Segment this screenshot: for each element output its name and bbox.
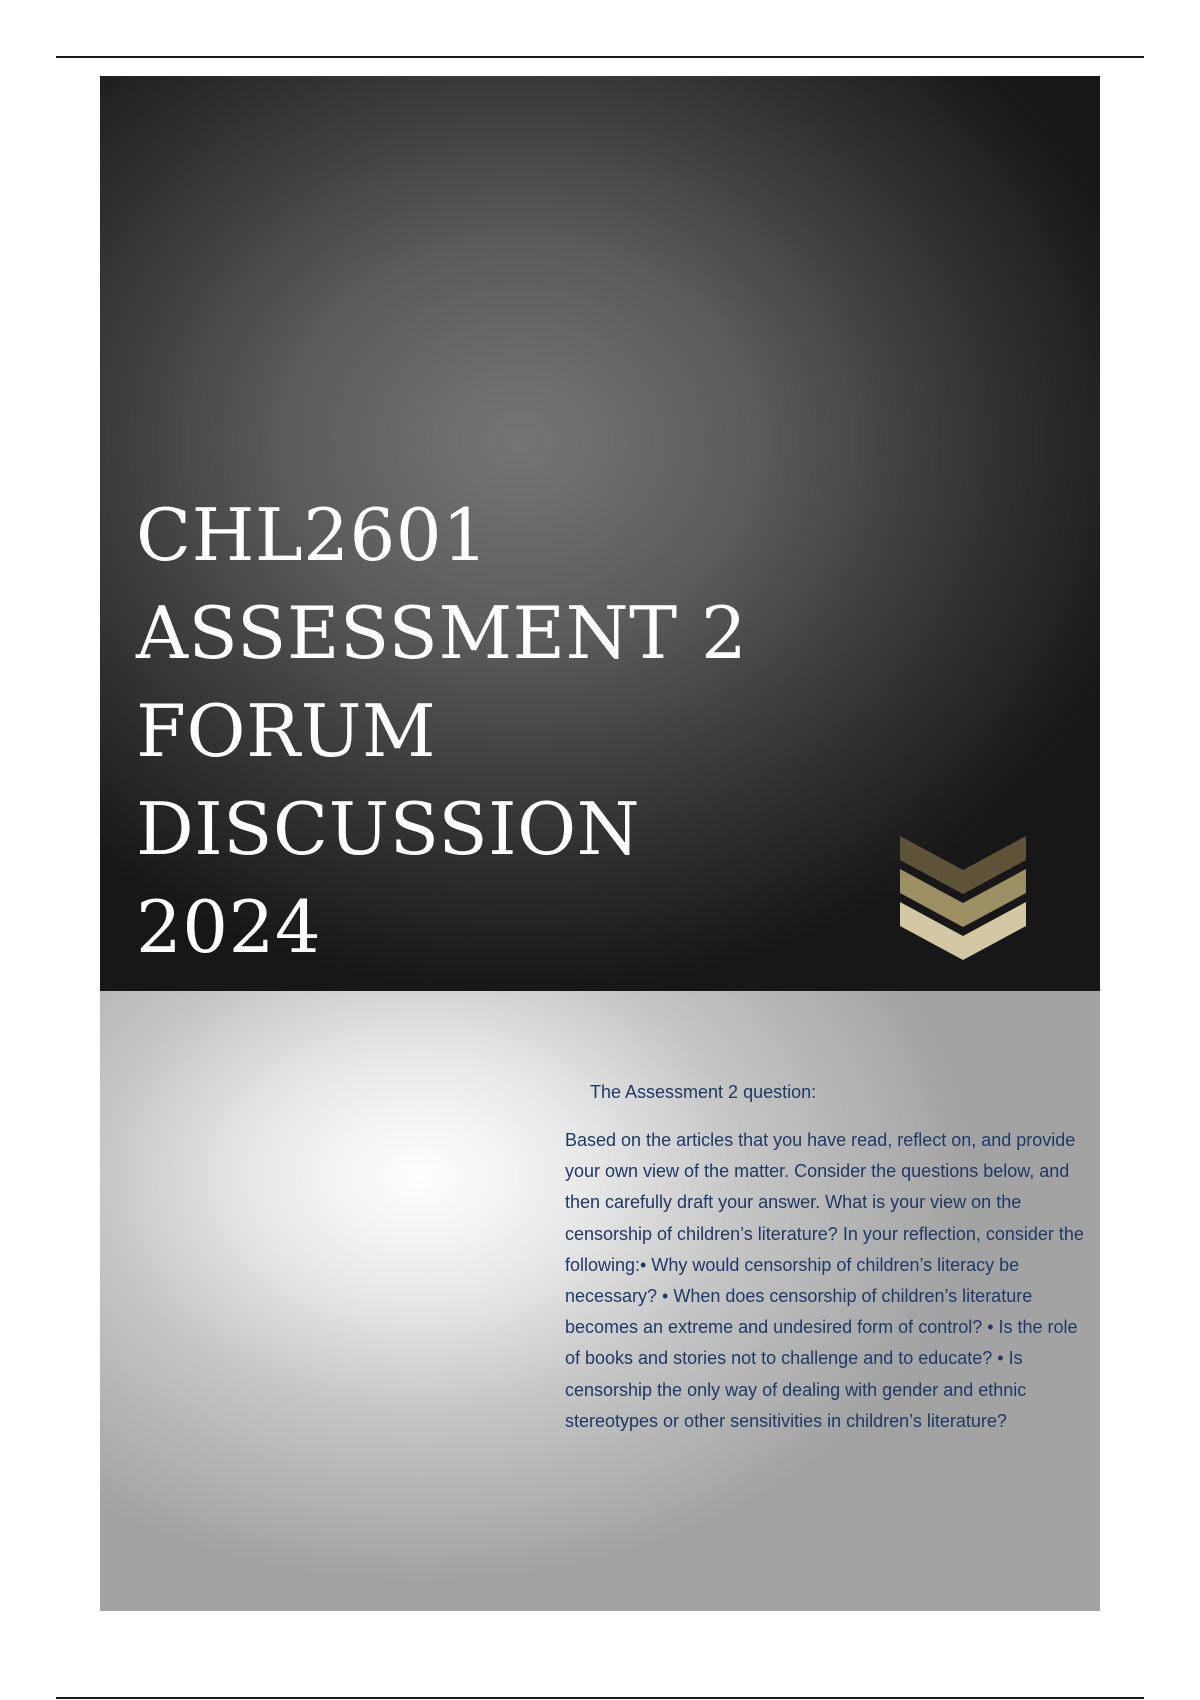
title-line-course-code: CHL2601 bbox=[136, 493, 489, 577]
header-rule bbox=[56, 56, 1144, 58]
title-line-forum: FORUM bbox=[136, 689, 437, 773]
triple-chevron-down-icon bbox=[900, 832, 1026, 962]
question-heading: The Assessment 2 question: bbox=[590, 1082, 817, 1102]
footer-rule bbox=[56, 1697, 1144, 1699]
assessment-question bbox=[565, 1079, 1085, 1437]
question-body: Based on the articles that you have read, reflect on, and provide your own view of the matter. Consider the questions below, and then carefully draft your answer. What is your view on the censorship of children’s literature? In your reflection, consider the following:• Why would censorship of children’s literacy be necessary? • When does censorship of children’s literature becomes an extreme and undesired form of control? • Is the role of books and stories not to challenge and to educate? • Is censorship the only way of dealing with gender and ethnic stereotypes or other sensitivities in children’s literature? bbox=[565, 1130, 1084, 1431]
cover-title bbox=[136, 486, 836, 976]
cover-dark-panel bbox=[100, 76, 1100, 991]
title-line-assessment: ASSESSMENT 2 bbox=[136, 591, 748, 675]
title-line-discussion: DISCUSSION bbox=[136, 787, 641, 871]
title-line-year: 2024 bbox=[136, 885, 322, 969]
cover-page bbox=[100, 76, 1100, 1611]
